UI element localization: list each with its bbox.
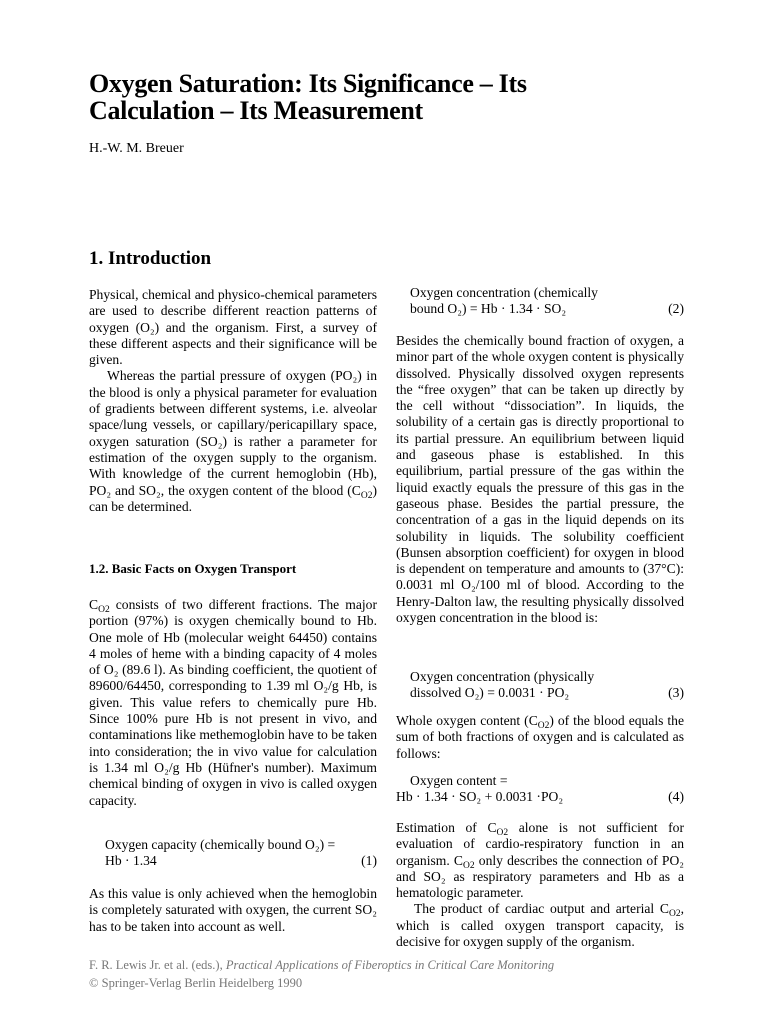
equation-2 xyxy=(410,285,684,318)
equation-3-line-1: Oxygen concentration (physically xyxy=(410,669,595,684)
equation-2-line-1: Oxygen concentration (chemically xyxy=(410,285,598,300)
left-column-closing xyxy=(89,886,377,935)
equation-4-line-2: Hb · 1.34 · SO₂ + 0.0031 ·PO₂ xyxy=(396,789,564,805)
left-column-transport xyxy=(89,597,377,809)
footer-editors: F. R. Lewis Jr. et al. (eds.), xyxy=(89,958,223,972)
equation-4-line-1: Oxygen content = xyxy=(410,773,508,788)
equation-3-number: (3) xyxy=(668,685,684,701)
footer xyxy=(89,956,554,992)
equation-1-line-2: Hb · 1.34 xyxy=(105,853,157,869)
paragraph: As this value is only achieved when the hemoglobin is completely saturated with oxygen, the current SO₂ has to be taken into account as well. xyxy=(89,886,377,934)
equation-3 xyxy=(410,669,684,702)
equation-4-number: (4) xyxy=(668,789,684,805)
footer-book-title: Practical Applications of Fiberoptics in Critical Care Monitoring xyxy=(225,958,555,972)
title-line-1: Oxygen Saturation: Its Significance – Its xyxy=(89,69,527,98)
title-line-2: Calculation – Its Measurement xyxy=(89,96,423,125)
equation-1-line-1: Oxygen capacity (chemically bound O₂) = xyxy=(105,837,336,852)
paragraph: Whole oxygen content $(C_{O2})$ of the blood equals the sum of both fractions of oxygen and is calculated as follows: xyxy=(396,713,684,761)
author: H.-W. M. Breuer xyxy=(89,141,184,156)
paragraph: $C_{O2}$ consists of two different fractions. The major portion (97%) is oxygen chemically bound to Hb. One mole of Hb (molecular weight 64450) contains 4 moles of heme with a binding capacity of 4 moles of O₂ (89.6 l). As binding coefficient, the quotient of 89600/64450, corresponding to 1.39 ml O₂/g Hb, is given. This value refers to chemically pure Hb. Since 100% pure Hb is not present in vivo, and contaminations like methemoglobin have to be taken into consideration; the in vivo value for calculation is 1.34 ml O₂/g Hb (Hüfner's number). Maximum chemical binding of oxygen in vivo is called oxygen capacity. xyxy=(89,597,377,808)
right-column-estimation xyxy=(396,820,684,950)
footer-copyright: © Springer-Verlag Berlin Heidelberg 1990 xyxy=(89,976,303,990)
right-column-solubility xyxy=(396,333,684,626)
equation-2-line-2: bound O₂) = Hb · 1.34 · SO₂ xyxy=(410,301,567,317)
equation-2-number: (2) xyxy=(668,301,684,317)
paragraph: Whereas the partial pressure of oxygen (PO₂) in the blood is only a physical parameter for evaluation of gradients between different systems, i.e. alveolar space/lung vessels, or capillary/pericapillary space, oxygen saturation (SO₂) is rather a parameter for estimation of the oxygen supply to the organism. With knowledge of the current hemoglobin (Hb), PO₂ and SO₂, the oxygen content of the blood $(C_{O2})$ can be determined. xyxy=(89,368,377,514)
equation-4 xyxy=(396,773,684,806)
paragraph: Physical, chemical and physico-chemical parameters are used to describe different reaction patterns of oxygen (O₂) and the organism. First, a survey of these different aspects and their significance will be given. xyxy=(89,287,377,368)
paragraph: The product of cardiac output and arterial $C_{O2}$, which is called oxygen transport capacity, is decisive for oxygen supply of the organism. xyxy=(396,901,684,950)
right-column-content xyxy=(396,713,684,762)
equation-1 xyxy=(105,837,377,870)
equation-1-number: (1) xyxy=(361,853,377,869)
paper-title xyxy=(89,70,689,124)
equation-3-line-2: dissolved O₂) = 0.0031 · PO₂ xyxy=(410,685,570,701)
paragraph: Besides the chemically bound fraction of oxygen, a minor part of the whole oxygen content is physically dissolved. Physically dissolved oxygen represents the “free oxygen” that can be taken up directly by the cell without “dissociation”. In liquids, the solubility of a certain gas is directly proportional to its partial pressure. An equilibrium between liquid and gaseous phase is established. In this equilibrium, partial pressure of the gas within the liquid exactly equals the pressure of this gas in the gaseous phase. Besides the partial pressure, the concentration of a gas in the liquid depends on its solubility in liquids. The solubility coefficient (Bunsen absorption coefficient) for oxygen in blood is dependent on temperature and amounts to (37°C): 0.0031 ml O₂/100 ml of blood. According to the Henry-Dalton law, the resulting physically dissolved oxygen concentration in the blood is: xyxy=(396,333,684,626)
section-heading-introduction: 1. Introduction xyxy=(89,248,212,269)
left-column-intro xyxy=(89,287,377,515)
section-heading-oxygen-transport: 1.2. Basic Facts on Oxygen Transport xyxy=(89,561,297,576)
footer-citation xyxy=(89,956,554,974)
paragraph: Estimation of $C_{O2}$ alone is not sufficient for evaluation of cardio-respiratory function in an organism. $C_{O2}$ only describes the connection of PO₂ and SO₂ as respiratory parameters and Hb as a hematologic parameter. xyxy=(396,820,684,901)
